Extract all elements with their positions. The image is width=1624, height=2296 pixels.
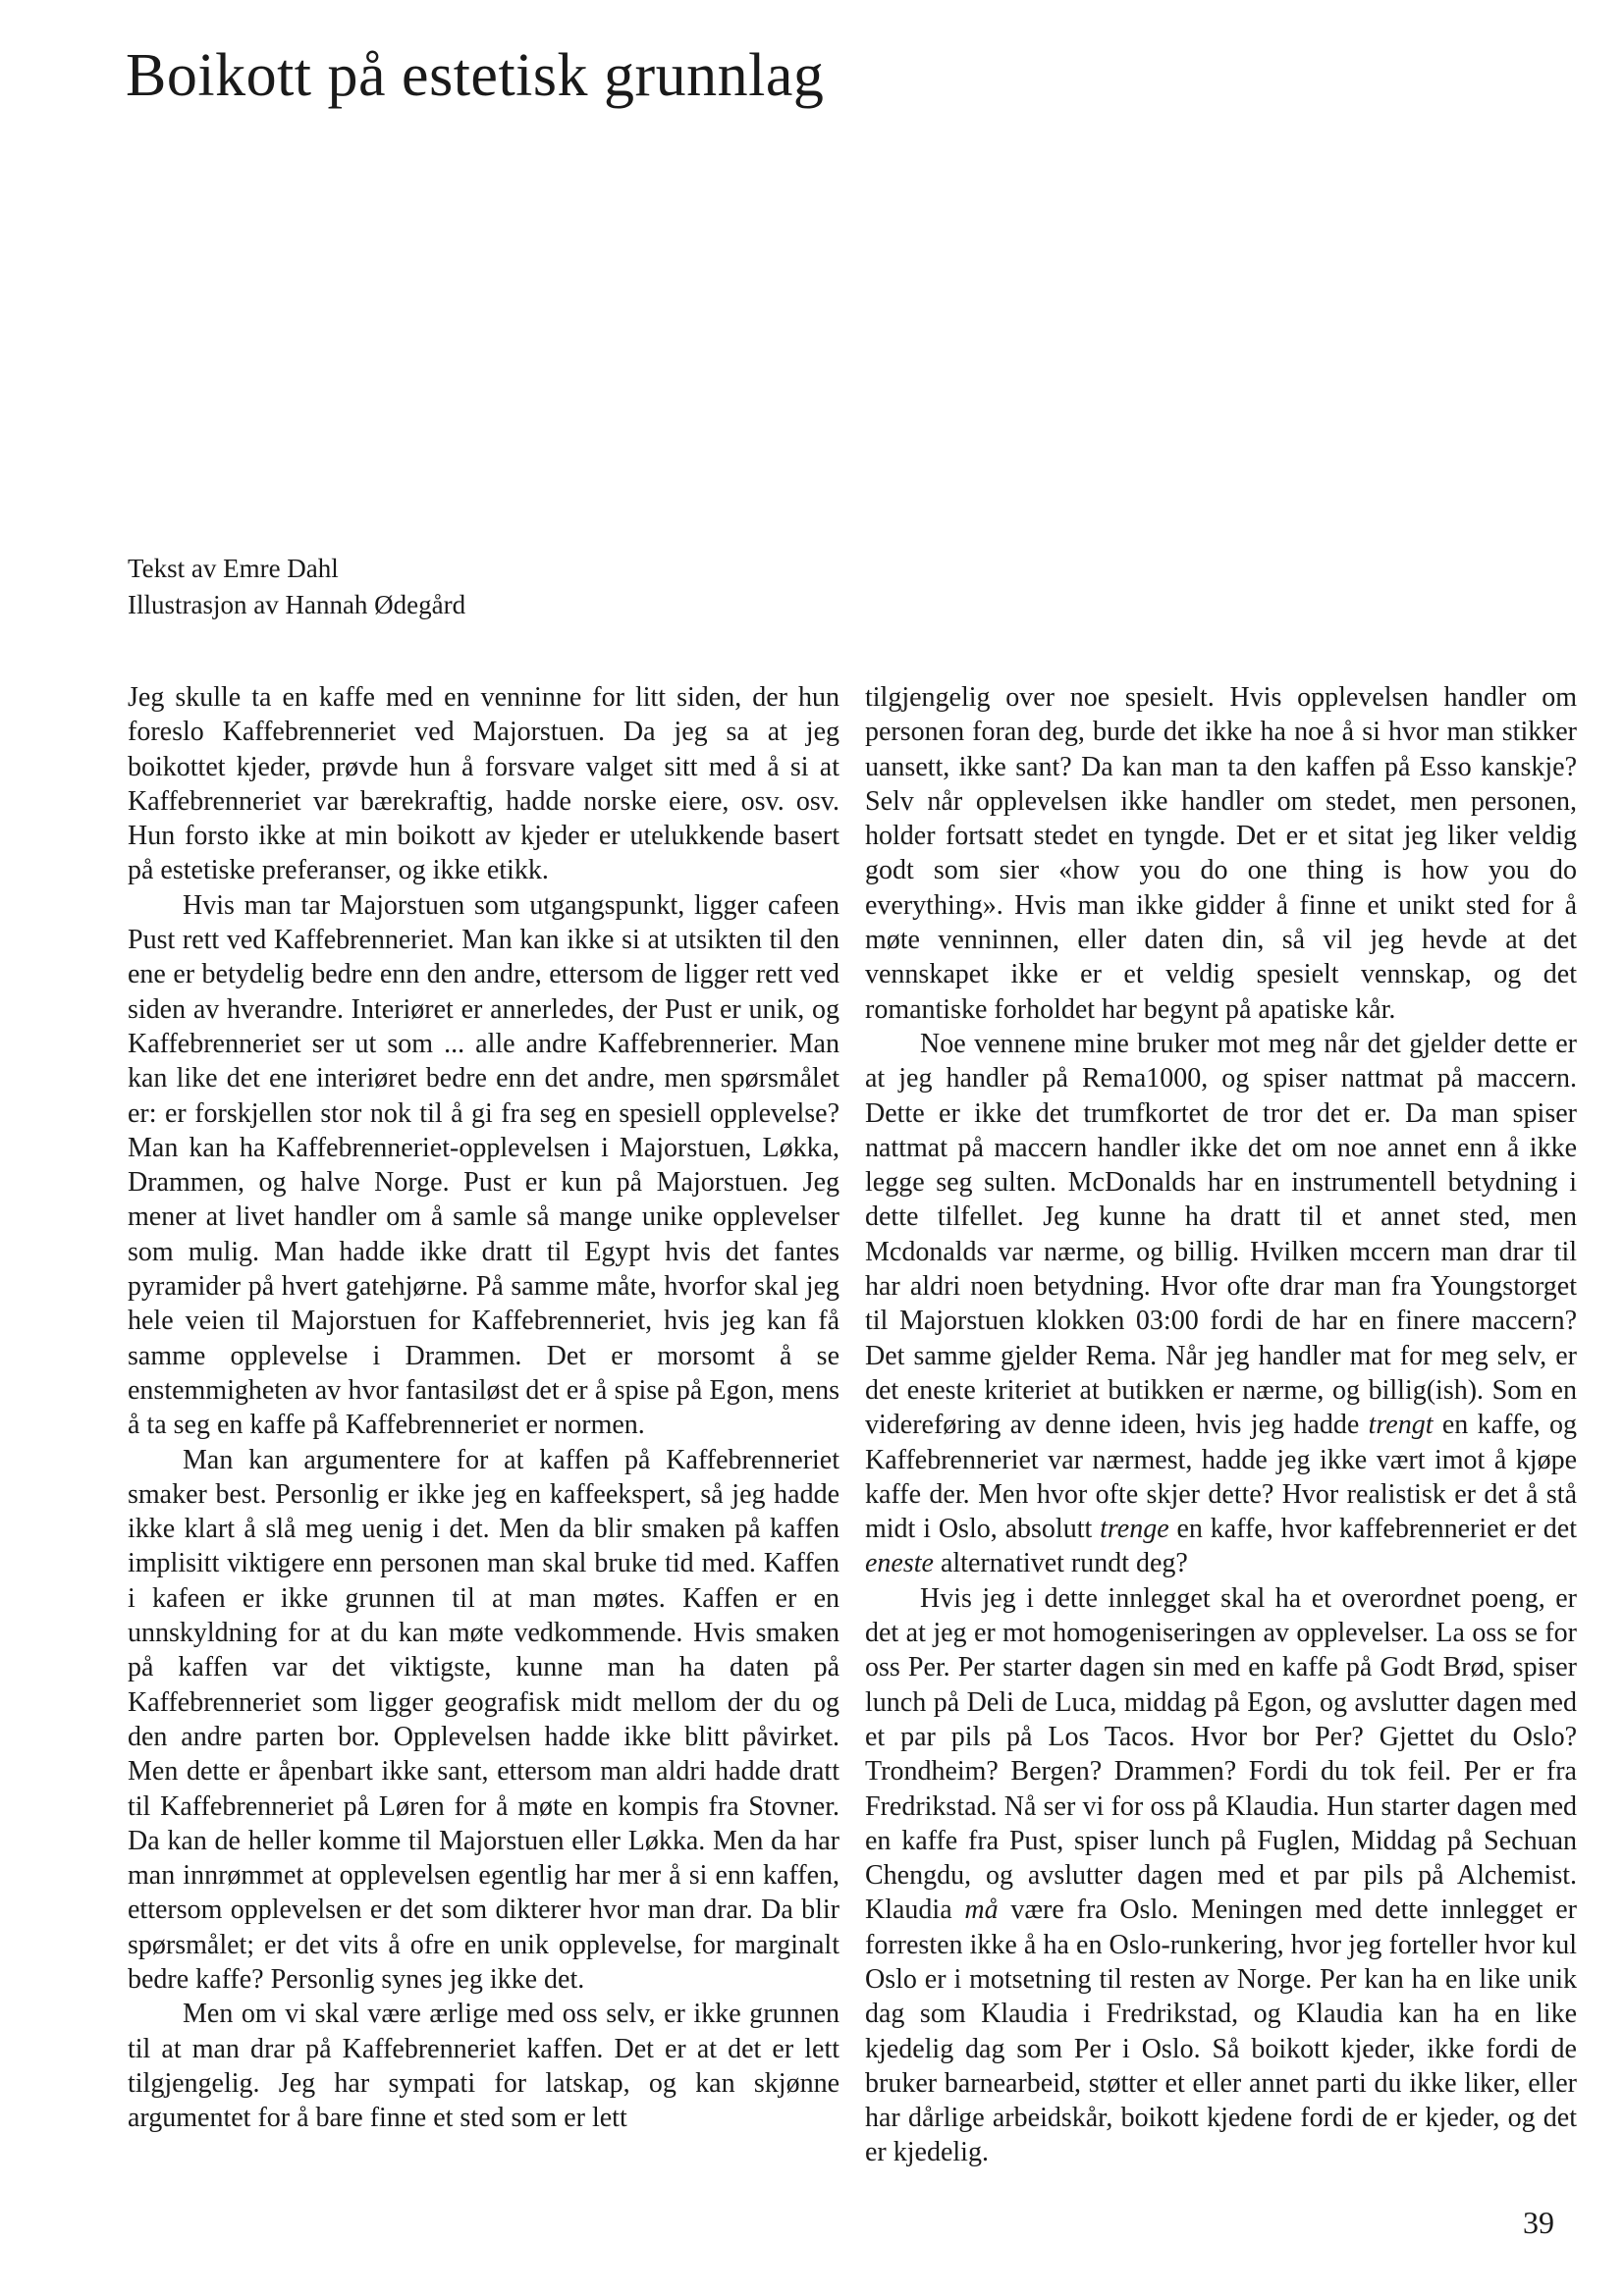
paragraph (865, 1027, 1577, 1581)
article-title: Boikott på estetisk grunnlag (126, 42, 825, 109)
text-segment: Hvis man tar Majorstuen som utgangspunkt, ligger cafeen Pust rett ved Kaffebrenneriet. Man kan ikke si at utsikten til den ene er betydelig bedre enn den andre, ettersom de ligger rett ved siden av hverandre. Interiøret er annerledes, der Pust er unik, og Kaffebrenneriet ser ut som ... alle andre Kaffebrennerier. Man kan like det ene interiøret bedre enn det andre, men spørsmålet er: er forskjellen stor nok til å gi fra seg en spesiell opplevelse? Man kan ha Kaffebrenneriet-opplevelsen i Majorstuen, Løkka, Drammen, og halve Norge. Pust er kun på Majorstuen. Jeg mener at livet handler om å samle så mange unike opplevelser som mulig. Man hadde ikke dratt til Egypt hvis det fantes pyramider på hvert gatehjørne. På samme måte, hvorfor skal jeg hele veien til Majorstuen for Kaffebrenneriet, hvis jeg kan få samme opplevelse i Drammen. Det er morsomt å se enstemmigheten av hvor fantasiløst det er å spise på Egon, mens å ta seg en kaffe på Kaffebrenneriet er normen. (128, 889, 839, 1441)
emphasized-text: må (964, 1895, 999, 1926)
paragraph (865, 1581, 1577, 2170)
emphasized-text: trengt (1368, 1410, 1434, 1441)
emphasized-text: eneste (865, 1548, 934, 1579)
paragraph (865, 680, 1577, 1027)
paragraph (128, 680, 839, 888)
text-segment: Men om vi skal være ærlige med oss selv, er ikke grunnen til at man drar på Kaffebrenneriet kaffen. Det er at det er lett tilgjengelig. Jeg har sympati for latskap, og kan skjønne argumentet for å bare finne et sted som er lett (128, 1999, 839, 2134)
article-column-left (128, 680, 839, 2170)
paragraph (128, 1443, 839, 1998)
text-segment: Hvis jeg i dette innlegget skal ha et overordnet poeng, er det at jeg er mot homogeniseringen av opplevelser. La oss se for oss Per. Per starter dagen sin med en kaffe på Godt Brød, spiser lunch på Deli de Luca, middag på Egon, og avslutter dagen med et par pils på Los Tacos. Hvor bor Per? Gjettet du Oslo? Trondheim? Bergen? Drammen? Fordi du tok feil. Per er fra Fredrikstad. Nå ser vi for oss på Klaudia. Hun starter dagen med en kaffe fra Pust, spiser lunch på Fuglen, Middag på Sechuan Chengdu, og avslutter dagen med et par pils på Alchemist. Klaudia (865, 1582, 1577, 1926)
text-segment: alternativet rundt deg? (933, 1548, 1188, 1579)
text-segment: tilgjengelig over noe spesielt. Hvis opplevelsen handler om personen foran deg, burde det ikke ha noe å si hvor man stikker uansett, ikke sant? Da kan man ta den kaffen på Esso kanskje? Selv når opplevelsen ikke handler om stedet, men personen, holder fortsatt stedet en tyngde. Det er et sitat jeg liker veldig godt som sier «how you do one thing is how you do everything». Hvis man ikke gidder å finne et unikt sted for å møte venninnen, eller daten din, så vil jeg hevde at det vennskapet ikke er et veldig spesielt vennskap, og det romantiske forholdet har begynt på apatiske kår. (865, 682, 1577, 1025)
paragraph (128, 888, 839, 1443)
byline-illustrator: Illustrasjon av Hannah Ødegård (128, 590, 466, 619)
article-column-right (865, 680, 1577, 2170)
article-body (128, 680, 1577, 2170)
text-segment: Jeg skulle ta en kaffe med en venninne for litt siden, der hun foreslo Kaffebrenneriet ved Majorstuen. Da jeg sa at jeg boikottet kjeder, prøvde hun å forsvare valget sitt med å si at Kaffebrenneriet var bærekraftig, hadde norske eiere, osv. osv. Hun forsto ikke at min boikott av kjeder er utelukkende basert på estetiske preferanser, og ikke etikk. (128, 682, 839, 886)
emphasized-text: trenge (1100, 1514, 1169, 1545)
text-segment: en kaffe, hvor kaffebrenneriet er det (1168, 1514, 1577, 1545)
text-segment: være fra Oslo. Meningen med dette innlegget er forresten ikke å ha en Oslo-runkering, hvor jeg forteller hvor kul Oslo er i motsetning til resten av Norge. Per kan ha en like unik dag som Klaudia i Fredrikstad, og Klaudia kan ha en like kjedelig dag som Per i Oslo. Så boikott kjeder, ikke fordi de bruker barnearbeid, støtter et eller annet parti du ikke liker, eller har dårlige arbeidskår, boikott kjedene fordi de er kjeder, og det er kjedelig. (865, 1895, 1577, 2168)
text-segment: Man kan argumentere for at kaffen på Kaffebrenneriet smaker best. Personlig er ikke jeg en kaffeekspert, så jeg hadde ikke klart å slå meg uenig i det. Men da blir smaken på kaffen implisitt viktigere enn personen man skal bruke tid med. Kaffen i kafeen er ikke grunnen til at man møtes. Kaffen er en unnskyldning for at du kan møte vedkommende. Hvis smaken på kaffen var det viktigste, kunne man ha daten på Kaffebrenneriet som ligger geografisk midt mellom der du og den andre parten bor. Opplevelsen hadde ikke blitt påvirket. Men dette er åpenbart ikke sant, ettersom man aldri hadde dratt til Kaffebrenneriet på Løren for å møte en kompis fra Stovner. Da kan de heller komme til Majorstuen eller Løkka. Men da har man innrømmet at opplevelsen egentlig har mer å si enn kaffen, ettersom opplevelsen er det som dikterer hvor man drar. Da blir spørsmålet; er det vits å ofre en unik opplevelse, for marginalt bedre kaffe? Personlig synes jeg ikke det. (128, 1444, 839, 1995)
byline (128, 551, 465, 623)
paragraph (128, 1997, 839, 2135)
text-segment: Noe vennene mine bruker mot meg når det gjelder dette er at jeg handler på Rema1000, og spiser nattmat på maccern. Dette er ikke det trumfkortet de tror det er. Da man spiser nattmat på maccern handler ikke det om noe annet enn å ikke legge seg sulten. McDonalds har en instrumentell betydning i dette tilfellet. Jeg kunne ha dratt til et annet sted, men Mcdonalds var nærme, og billig. Hvilken mccern man drar til har aldri noen betydning. Hvor ofte drar man fra Youngstorget til Majorstuen klokken 03:00 fordi de har en finere maccern? Det samme gjelder Rema. Når jeg handler mat for meg selv, er det eneste kriteriet at butikken er nærme, og billig(ish). Som en videreføring av denne ideen, hvis jeg hadde (865, 1028, 1577, 1441)
byline-author: Tekst av Emre Dahl (128, 554, 339, 583)
text-segment: en kaffe, og Kaffebrenneriet var nærmest, hadde jeg ikke vært imot å kjøpe kaffe der. Men hvor ofte skjer dette? Hvor realistisk er det å stå midt i Oslo, absolutt (865, 1410, 1577, 1545)
page-number: 39 (1523, 2205, 1554, 2240)
